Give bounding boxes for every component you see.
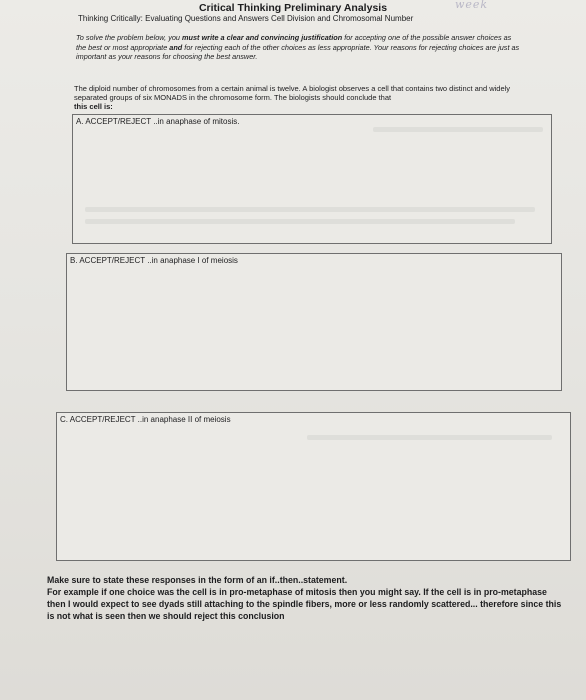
instructions-part1: To solve the problem below, you [76,33,183,42]
bleed-through-text [85,219,515,224]
problem-text: The diploid number of chromosomes from a certain animal is twelve. A biologist observes a cell that contains two distinct and widely separated groups of six MONADS in the chromosome form. The biologists should conclude that [74,84,511,103]
page-title: Critical Thinking Preliminary Analysis [198,2,388,14]
instructions-emphasis-and: and [169,42,183,52]
answer-box-a[interactable] [72,114,552,244]
bleed-through-text [85,207,535,212]
instructions-emphasis: must write a clear and convincing justification [182,33,343,42]
footer-line-1: Make sure to state these responses in the form of an if..then..statement. [47,575,348,585]
instructions-part3: for rejecting each of the other choices as less appropriate. Your reasons for rejecting choices are just as important as your reasons for choosing the best answer. [76,42,520,61]
problem-prompt: this cell is: [74,102,113,112]
answer-box-b[interactable] [66,253,562,391]
instructions-part2: for accepting one of the possible answer choices as the best or most appropriate [76,33,512,52]
footer-line-2: For example if one choice was the cell is in pro-metaphase of mitosis then you might say. If the cell is in pro-metaphase then I would expect to see dyads still attaching to the spindle fibers, more or less randomly scattered... therefore since this is not what is seen then we should reject this conclusion [47,587,562,621]
problem-statement [74,84,544,112]
page-subtitle: Thinking Critically: Evaluating Questions and Answers Cell Division and Chromosomal Number [78,14,414,23]
footer-note [47,574,567,622]
choice-a-label: A. ACCEPT/REJECT ..in anaphase of mitosis. [76,117,240,126]
choice-c-label: C. ACCEPT/REJECT ..in anaphase II of meiosis [60,415,231,424]
answer-box-c[interactable] [56,412,571,561]
instructions [76,33,521,62]
bleed-through-text [373,127,543,132]
handwritten-note: week [455,0,489,11]
bleed-through-text [307,435,552,440]
choice-b-label: B. ACCEPT/REJECT ..in anaphase I of meiosis [70,256,238,265]
